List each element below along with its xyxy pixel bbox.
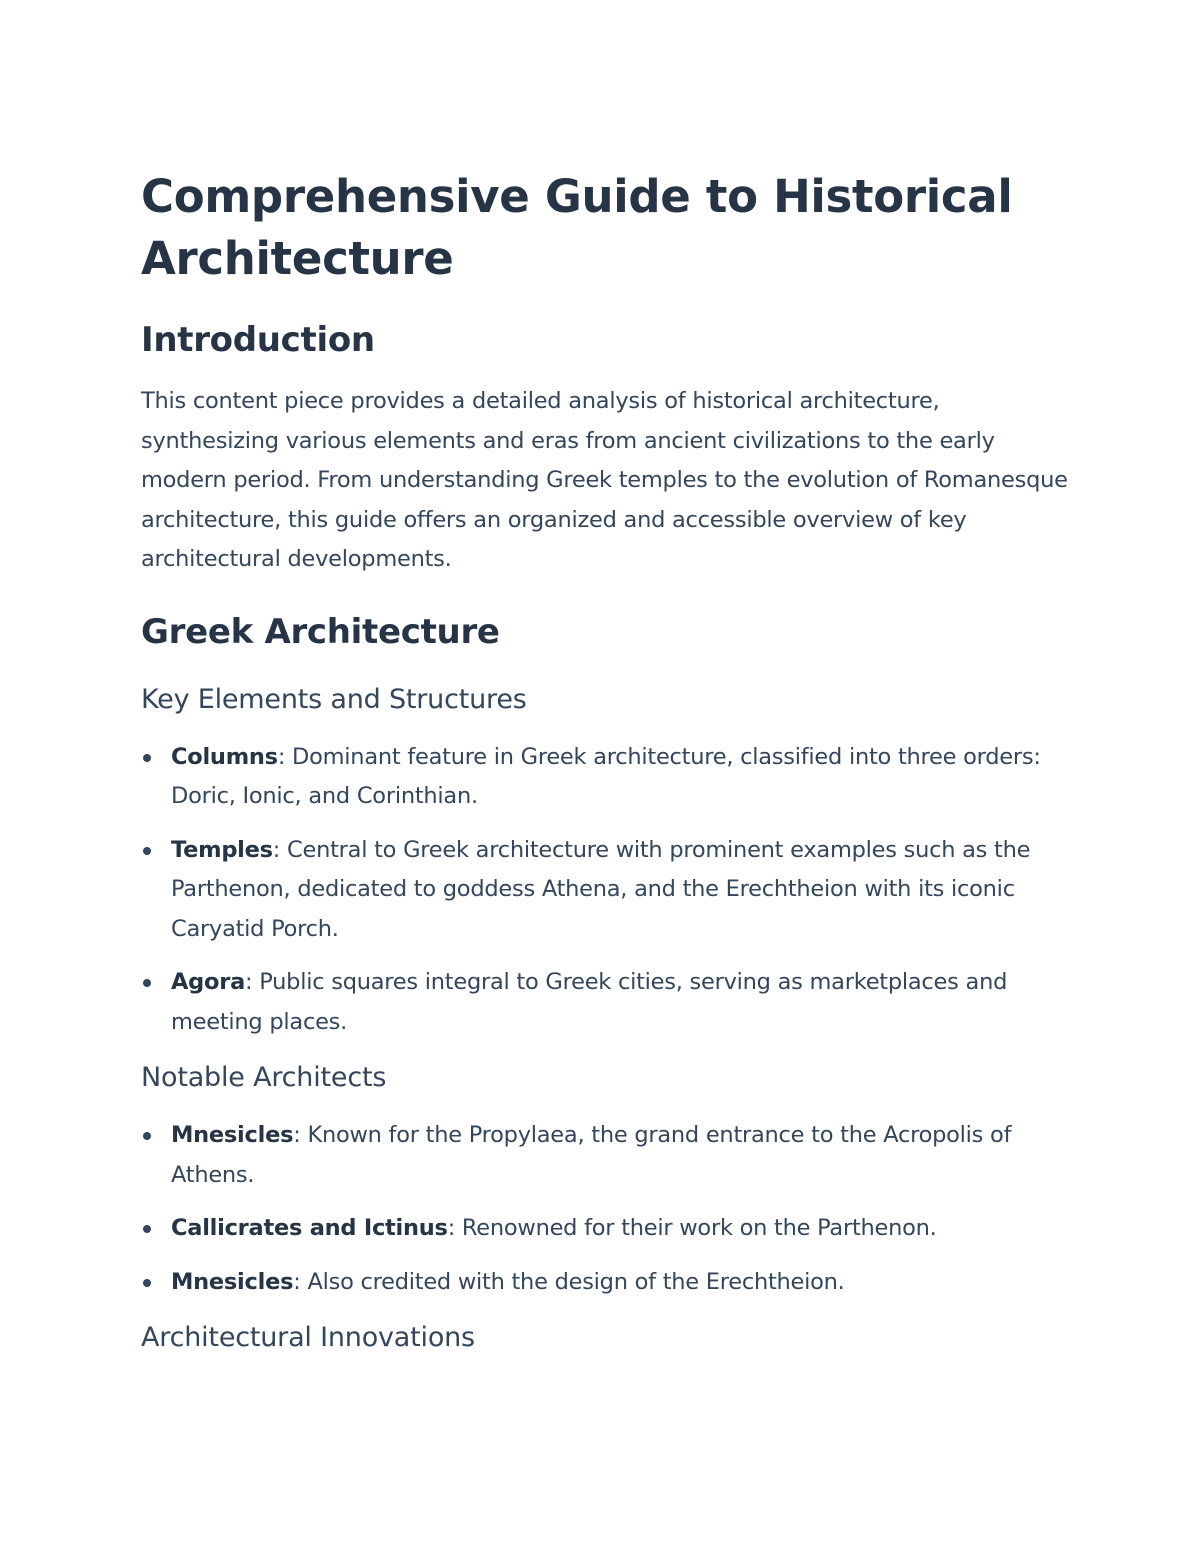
architectural-innovations-heading: Architectural Innovations	[141, 1322, 475, 1353]
key-elements-heading: Key Elements and Structures	[141, 683, 527, 715]
introduction-heading: Introduction	[141, 320, 375, 360]
list-item-term: Columns	[171, 743, 278, 770]
document-page	[141, 166, 1071, 1356]
list-item	[141, 1263, 1071, 1303]
list-item-term: Mnesicles	[171, 1122, 294, 1148]
list-item	[141, 963, 1071, 1042]
list-item	[141, 1116, 1071, 1195]
greek-architecture-heading: Greek Architecture	[141, 611, 500, 652]
list-item	[141, 738, 1071, 817]
list-item-text: : Dominant feature in Greek architecture, classified into three orders: Doric, Ionic, and Corinthian.	[171, 743, 1041, 809]
notable-architects-list	[141, 1116, 1071, 1302]
list-item-text: : Also credited with the design of the Erechtheion.	[293, 1268, 845, 1295]
list-item-term: Temples	[171, 836, 273, 863]
list-item	[141, 1209, 1071, 1249]
list-item-text: : Public squares integral to Greek cities, serving as marketplaces and meeting places.	[171, 969, 1008, 1035]
list-item-term: Mnesicles	[171, 1268, 294, 1295]
introduction-paragraph: This content piece provides a detailed analysis of historical architecture, synthesizing various elements and eras from ancient civilizations to the early modern period. From understanding Greek temples to the evolution of Romanesque architecture, this guide offers an organized and accessible overview of key architectural developments.	[141, 388, 1068, 572]
bullet-icon	[143, 1279, 151, 1287]
list-item-term: Callicrates and Ictinus	[171, 1215, 448, 1241]
list-item-text: : Known for the Propylaea, the grand entrance to the Acropolis of Athens.	[171, 1122, 1012, 1188]
bullet-icon	[143, 1225, 151, 1233]
document-title: Comprehensive Guide to Historical Architecture	[141, 170, 1013, 285]
list-item-term: Agora	[171, 969, 246, 995]
list-item-text: : Central to Greek architecture with prominent examples such as the Parthenon, dedicated to goddess Athena, and the Erechtheion with its iconic Caryatid Porch.	[171, 836, 1031, 942]
bullet-icon	[143, 1132, 151, 1140]
list-item	[141, 831, 1071, 950]
bullet-icon	[143, 847, 151, 855]
list-item-text: : Renowned for their work on the Parthenon.	[447, 1215, 937, 1241]
bullet-icon	[143, 754, 151, 762]
bullet-icon	[143, 979, 151, 987]
key-elements-list	[141, 738, 1071, 1043]
notable-architects-heading: Notable Architects	[141, 1062, 387, 1093]
